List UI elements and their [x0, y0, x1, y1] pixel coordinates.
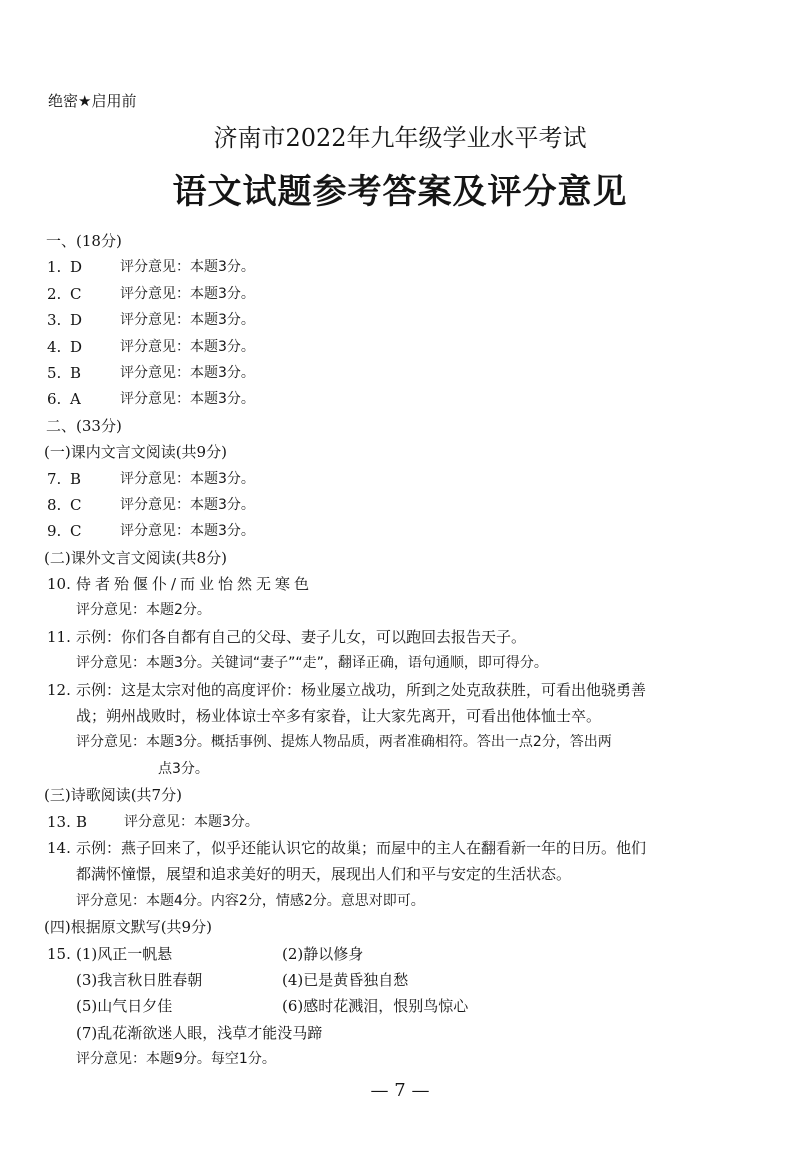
- subsection-heading-2: (二)课外文言文阅读(共8分): [44, 548, 227, 567]
- scoring-note: 评分意见：本题3分。: [120, 338, 255, 355]
- answer-row-5: [0, 360, 800, 386]
- answer-row-15: [0, 941, 800, 967]
- answer-row-15d: [0, 1020, 800, 1046]
- subsection-heading-1: (一)课内文言文阅读(共9分): [44, 443, 227, 462]
- answer-row-14-cont: [0, 861, 800, 887]
- blank-answer-3: (3)我言秋日胜春朝: [76, 970, 203, 989]
- question-number: 3.: [47, 311, 62, 330]
- subsection-heading-4: (四)根据原文默写(共9分): [44, 918, 212, 937]
- answer-text: 战；朔州战败时，杨业体谅士卒多有家眷，让大家先离开，可看出他体恤士卒。: [76, 707, 602, 726]
- scoring-note: 评分意见：本题3分。关键词“妻子”“走”，翻译正确，语句通顺，即可得分。: [76, 655, 548, 672]
- answer-row-8: [0, 492, 800, 518]
- answer-choice: D: [70, 258, 83, 277]
- answer-row-6: [0, 386, 800, 412]
- answer-text: 侍者殆偃仆/而业怡然无寒色: [76, 575, 314, 594]
- answer-text: 示例：这是太宗对他的高度评价：杨业屡立战功，所到之处克敌获胜，可看出他骁勇善: [76, 680, 647, 699]
- scoring-note: 评分意见：本题3分。概括事例、提炼人物品质，两者准确相符。答出一点2分，答出两: [76, 734, 612, 751]
- scoring-row-11: [0, 650, 800, 676]
- question-number: 6.: [47, 390, 62, 409]
- question-number: 12.: [47, 680, 71, 699]
- scoring-row-14: [0, 888, 800, 914]
- answer-row-12-cont: [0, 703, 800, 729]
- scoring-row-12-cont: [0, 756, 800, 782]
- answer-row-11: [0, 624, 800, 650]
- answer-row-12: [0, 677, 800, 703]
- answer-choice: C: [70, 522, 82, 541]
- answer-choice: B: [70, 469, 82, 488]
- blank-answer-6: (6)感时花溅泪，恨别鸟惊心: [282, 997, 469, 1016]
- scoring-note: 评分意见：本题3分。: [120, 259, 255, 276]
- scoring-note: 评分意见：本题4分。内容2分，情感2分。意思对即可。: [76, 892, 425, 909]
- page-number: — 7 —: [370, 1080, 430, 1101]
- answer-row-15c: [0, 993, 800, 1019]
- scoring-note: 评分意见：本题3分。: [120, 523, 255, 540]
- answer-choice: B: [70, 363, 82, 382]
- question-number: 8.: [47, 495, 62, 514]
- scoring-row-10: [0, 597, 800, 623]
- question-number: 5.: [47, 363, 62, 382]
- document-title: 语文试题参考答案及评分意见: [172, 172, 628, 212]
- scoring-note: 评分意见：本题3分。: [120, 312, 255, 329]
- scoring-note: 点3分。: [158, 760, 209, 777]
- section-heading-1: 一、(18分): [46, 232, 122, 250]
- question-number: 10.: [47, 575, 71, 594]
- answer-choice: A: [70, 390, 81, 409]
- question-number: 14.: [47, 838, 71, 857]
- answer-text: 示例：你们各自都有自己的父母、妻子儿女，可以跑回去报告天子。: [76, 627, 527, 646]
- confidential-mark: 绝密★启用前: [48, 92, 137, 110]
- scoring-note: 评分意见：本题3分。: [120, 470, 255, 487]
- answer-choice: C: [70, 495, 82, 514]
- section-heading-2: 二、(33分): [46, 416, 122, 435]
- answer-choice: D: [70, 311, 83, 330]
- question-number: 4.: [47, 337, 62, 356]
- question-number: 7.: [47, 469, 62, 488]
- answer-row-3: [0, 307, 800, 333]
- scoring-note: 评分意见：本题3分。: [120, 364, 255, 381]
- scoring-row-12: [0, 729, 800, 755]
- blank-answer-7: (7)乱花渐欲迷人眼，浅草才能没马蹄: [76, 1023, 323, 1042]
- answer-row-9: [0, 518, 800, 544]
- question-number: 9.: [47, 522, 62, 541]
- blank-answer-1: (1)风正一帆悬: [76, 944, 173, 963]
- scoring-note: 评分意见：本题3分。: [120, 285, 255, 302]
- answer-body: [0, 228, 800, 1073]
- answer-row-10: [0, 571, 800, 597]
- scoring-note: 评分意见：本题2分。: [76, 602, 211, 619]
- answer-row-13: [0, 809, 800, 835]
- question-number: 11.: [47, 627, 71, 646]
- answer-text: 都满怀憧憬，展望和追求美好的明天，展现出人们和平与安定的生活状态。: [76, 865, 572, 884]
- question-number: 15.: [47, 944, 71, 963]
- answer-text: 示例：燕子回来了，似乎还能认识它的故巢；而屋中的主人在翻看新一年的日历。他们: [76, 838, 647, 857]
- scoring-note: 评分意见：本题3分。: [120, 496, 255, 513]
- question-number: 13.: [47, 812, 71, 831]
- subsection-heading-3: (三)诗歌阅读(共7分): [44, 786, 182, 805]
- scoring-row-15: [0, 1046, 800, 1072]
- blank-answer-2: (2)静以修身: [282, 944, 364, 963]
- question-number: 1.: [47, 258, 62, 277]
- answer-row-2: [0, 281, 800, 307]
- answer-row-7: [0, 466, 800, 492]
- scoring-note: 评分意见：本题9分。每空1分。: [76, 1051, 276, 1068]
- scoring-note: 评分意见：本题3分。: [124, 813, 259, 830]
- blank-answer-5: (5)山气日夕佳: [76, 997, 173, 1016]
- scoring-note: 评分意见：本题3分。: [120, 391, 255, 408]
- answer-row-4: [0, 334, 800, 360]
- answer-row-15b: [0, 967, 800, 993]
- answer-choice: C: [70, 284, 82, 303]
- answer-row-14: [0, 835, 800, 861]
- answer-row-1: [0, 254, 800, 280]
- answer-choice: B: [76, 812, 88, 831]
- question-number: 2.: [47, 284, 62, 303]
- exam-title: 济南市2022年九年级学业水平考试: [213, 124, 587, 152]
- answer-choice: D: [70, 337, 83, 356]
- blank-answer-4: (4)已是黄昏独自愁: [282, 970, 409, 989]
